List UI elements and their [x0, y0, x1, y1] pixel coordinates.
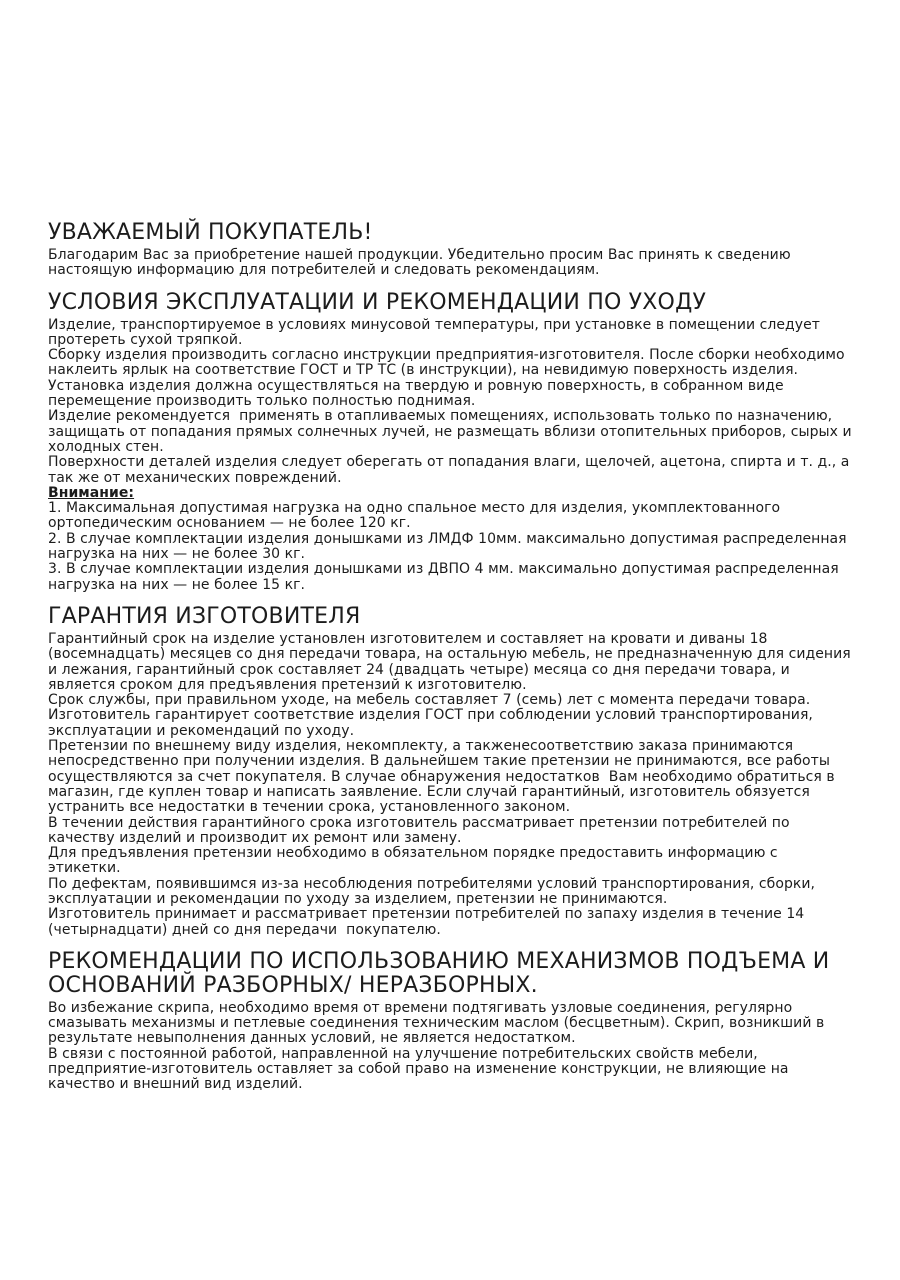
attention-label: Внимание: — [48, 484, 135, 501]
attention-item: 3. В случае комплектации изделия донышками из ДВПО 4 мм. максимально допустимая распределенная нагрузка на них — не более 15 кг. — [48, 561, 844, 593]
paragraph: Гарантийный срок на изделие установлен изготовителем и составляет на кровати и диваны 18 (восемнадцать) месяцев со дня передачи товара, на остальную мебель, не предназначенную для сидения и лежания, гарантийный срок составляет 24 (двадцать четыре) месяца со дня передачи товара, и является сроком для предъявления претензий к изготовителю. — [48, 630, 856, 693]
paragraph: Установка изделия должна осуществляться на твердую и ровную поверхность, в собранном виде перемещение производить только полностью поднимая. — [48, 377, 789, 410]
section-usage-care — [48, 289, 857, 593]
paragraph: Для предъявления претензии необходимо в обязательном порядке предоставить информацию с этикетки. — [48, 845, 783, 877]
paragraph: Изготовитель гарантирует соответствие изделия ГОСТ при соблюдении условий транспортирования, эксплуатации и рекомендаций по уходу. — [48, 707, 818, 739]
paragraph: Изделие рекомендуется применять в отапливаемых помещениях, использовать только по назначению, защищать от попадания прямых солнечных лучей, не размещать вблизи отопительных приборов, сырых и холодных стен. — [48, 408, 857, 455]
paragraph: Благодарим Вас за приобретение нашей продукции. Убедительно просим Вас принять к сведению настоящую информацию для потребителей и следовать рекомендациям. — [48, 247, 796, 279]
lift-mechanisms-heading: РЕКОМЕНДАЦИИ ПО ИСПОЛЬЗОВАНИЮ МЕХАНИЗМОВ ПОДЪЕМА И ОСНОВАНИЙ РАЗБОРНЫХ/ НЕРАЗБОРНЫХ. — [48, 948, 830, 998]
paragraph: Сборку изделия производить согласно инструкции предприятия-изготовителя. После сборки необходимо наклеить ярлык на соответствие ГОСТ и ТР ТС (в инструкции), на невидимую поверхность изделия. — [48, 347, 850, 379]
usage-care-heading: УСЛОВИЯ ЭКСПЛУАТАЦИИ И РЕКОМЕНДАЦИИ ПО УХОДУ — [48, 289, 707, 315]
paragraph: В связи с постоянной работой, направленной на улучшение потребительских свойств мебели, предприятие-изготовитель оставляет за собой право на изменение конструкции, не влияющие на качество и внешний вид изделий. — [48, 1045, 794, 1093]
paragraph: Поверхности деталей изделия следует оберегать от попадания влаги, щелочей, ацетона, спирта и т. д., а так же от механических повреждений. — [48, 454, 854, 486]
warranty-heading: ГАРАНТИЯ ИЗГОТОВИТЕЛЯ — [48, 603, 361, 629]
paragraph: Изделие, транспортируемое в условиях минусовой температуры, при установке в помещении следует протереть сухой тряпкой. — [48, 316, 825, 348]
dear-customer-heading: УВАЖАЕМЫЙ ПОКУПАТЕЛЬ! — [48, 220, 373, 245]
paragraph: По дефектам, появившимся из-за несоблюдения потребителями условий транспортирования, сборки, эксплуатации и рекомендации по уходу за изделием, претензии не принимаются. — [48, 875, 820, 907]
attention-item: 2. В случае комплектации изделия донышками из ЛМДФ 10мм. максимально допустимая распределенная нагрузка на них — не более 30 кг. — [48, 530, 852, 563]
paragraph: Изготовитель принимает и рассматривает претензии потребителей по запаху изделия в течение 14 (четырнадцати) дней со дня передачи покупателю. — [48, 906, 809, 938]
section-lift-mechanisms — [48, 950, 854, 1093]
paragraph: Претензии по внешнему виду изделия, некомплекту, а такженесоответствию заказа принимаются непосредственно при получении изделия. В дальнейшем такие претензии не принимаются, все работы осуществляются за счет покупателя. В случае обнаружения недостатков Вам необходимо обратиться в магазин, где куплен товар и написать заявление. Если случай гарантийный, изготовитель обязуется устранить все недостатки в течении срока, установленного законом. — [48, 738, 840, 816]
section-dear-customer — [48, 221, 854, 279]
attention-item: 1. Максимальная допустимая нагрузка на одно спальное место для изделия, укомплектованного ортопедическим основанием — не более 120 кг. — [48, 500, 785, 532]
paragraph: Во избежание скрипа, необходимо время от времени подтягивать узловые соединения, регулярно смазывать механизмы и петлевые соединения техническим маслом (бесцветным). Скрип, возникший в результате невыполнения данных условий, не является недостатком. — [48, 999, 829, 1047]
attention-heading — [48, 486, 854, 501]
section-warranty — [48, 605, 854, 938]
paragraph: Срок службы, при правильном уходе, на мебель составляет 7 (семь) лет с момента передачи товара. — [48, 692, 811, 709]
paragraph: В течении действия гарантийного срока изготовитель рассматривает претензии потребителей по качеству изделий и производит их ремонт или замену. — [48, 814, 795, 846]
